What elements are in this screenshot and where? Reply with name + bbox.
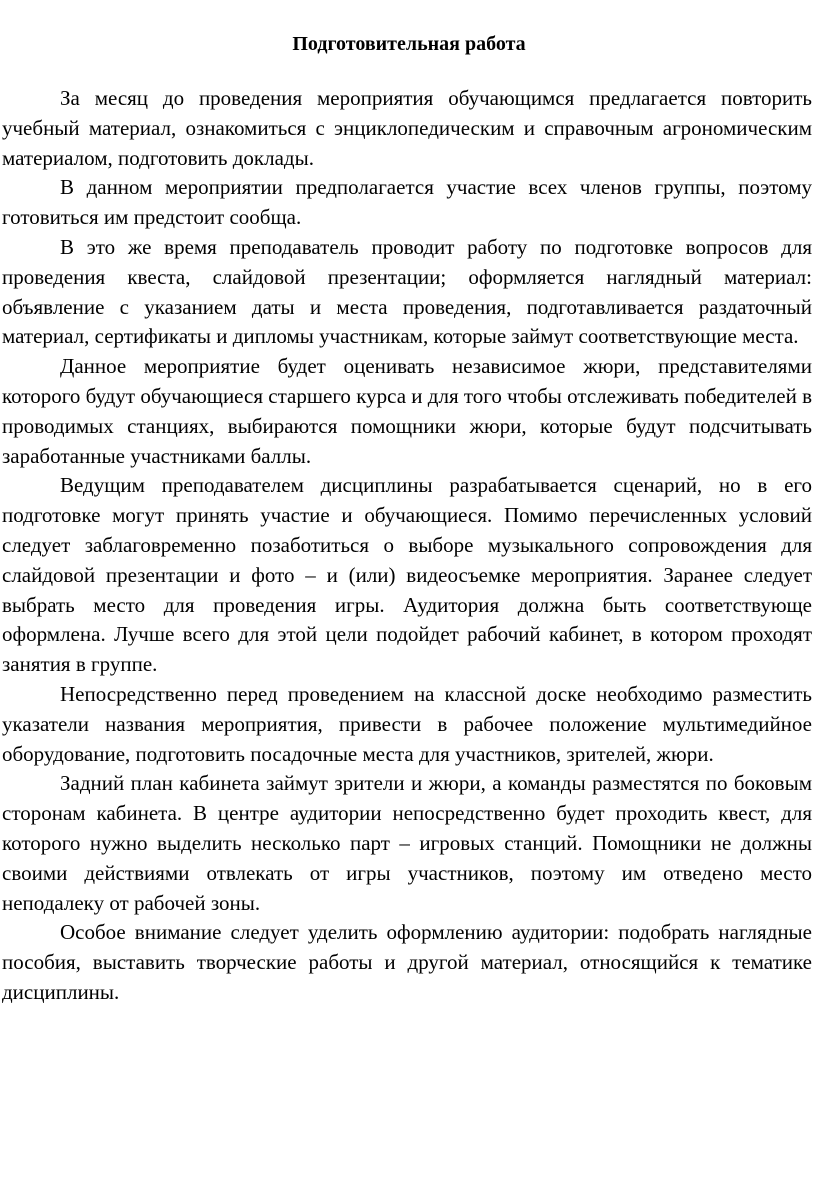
paragraph-6: Непосредственно перед проведением на классной доске необходимо разместить указатели названия мероприятия, привести в рабочее положение мультимедийное оборудование, подготовить посадочные места для участников, зрителей, жюри. [2, 681, 812, 766]
paragraph-4: Данное мероприятие будет оценивать независимое жюри, представителями которого будут обучающиеся старшего курса и для того чтобы отслеживать победителей в проводимых станциях, выбираются помощники жюри, которые будут подсчитывать заработанные участниками баллы. [2, 354, 812, 468]
paragraph-8: Особое внимание следует уделить оформлению аудитории: подобрать наглядные пособия, выставить творческие работы и другой материал, относящийся к тематике дисциплины. [2, 920, 812, 1004]
paragraph-3: В это же время преподаватель проводит работу по подготовке вопросов для проведения квеста, слайдовой презентации; оформляется наглядный материал: объявление с указанием даты и места проведения, подготавливается раздаточный материал, сертификаты и дипломы участникам, которые займут соответствующие места. [2, 234, 812, 349]
document-body [2, 84, 812, 1008]
paragraph-2: В данном мероприятии предполагается участие всех членов группы, поэтому готовиться им предстоит сообща. [2, 175, 812, 230]
paragraph-1: За месяц до проведения мероприятия обучающимся предлагается повторить учебный материал, ознакомиться с энциклопедическим и справочным агрономическим материалом, подготовить доклады. [2, 86, 812, 170]
document-title: Подготовительная работа [292, 33, 526, 55]
paragraph-5: Ведущим преподавателем дисциплины разрабатывается сценарий, но в его подготовке могут принять участие и обучающиеся. Помимо перечисленных условий следует заблаговременно позаботиться о выборе музыкального сопровождения для слайдовой презентации и фото – и (или) видеосъемке мероприятия. Заранее следует выбрать место для проведения игры. Аудитория должна быть соответствующе оформлена. Лучше всего для этой цели подойдет рабочий кабинет, в котором проходят занятия в группе. [2, 473, 812, 677]
paragraph-7: Задний план кабинета займут зрители и жюри, а команды разместятся по боковым сторонам кабинета. В центре аудитории непосредственно будет проходить квест, для которого нужно выделить несколько парт – игровых станций. Помощники не должны своими действиями отвлекать от игры участников, поэтому им отведено место неподалеку от рабочей зоны. [2, 771, 812, 915]
